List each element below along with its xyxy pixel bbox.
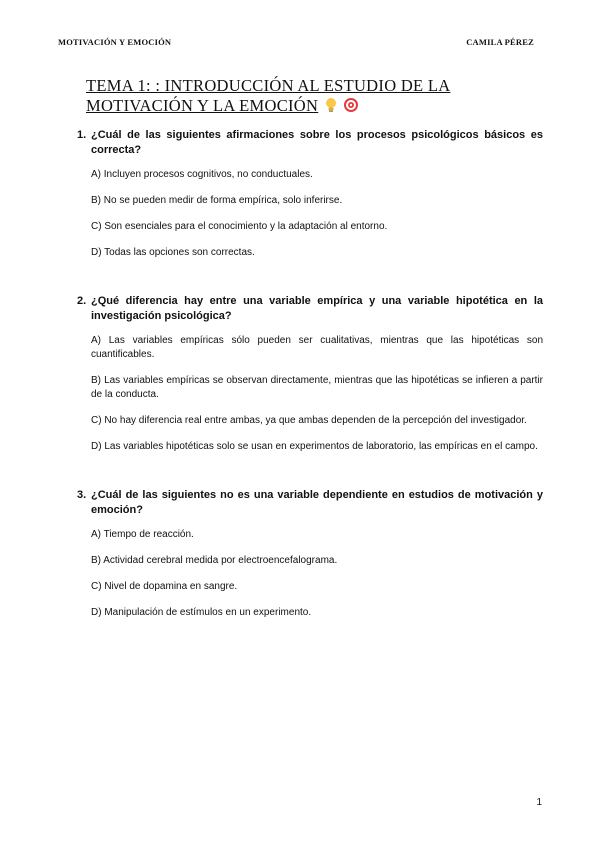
question-3-header	[77, 488, 543, 518]
question-2-header	[77, 294, 543, 324]
question-3	[77, 488, 543, 620]
option-a: A) Tiempo de reacción.	[91, 529, 194, 540]
option-c: C) Nivel de dopamina en sangre.	[91, 581, 238, 592]
question-2	[77, 294, 543, 454]
question-text: ¿Cuál de las siguientes no es una variable dependiente en estudios de motivación y emoción?	[91, 489, 543, 516]
option-d: D) Todas las opciones son correctas.	[91, 247, 255, 258]
options-list	[77, 334, 543, 454]
options-list	[77, 528, 543, 620]
option-c: C) No hay diferencia real entre ambas, ya que ambas dependen de la percepción del investigador.	[91, 415, 527, 426]
page-number: 1	[536, 797, 542, 808]
question-number: 3.	[77, 489, 87, 501]
question-text: ¿Cuál de las siguientes afirmaciones sobre los procesos psicológicos básicos es correcta?	[91, 129, 543, 156]
option-c: C) Son esenciales para el conocimiento y la adaptación al entorno.	[91, 221, 388, 232]
option-d: D) Manipulación de estímulos en un experimento.	[91, 607, 312, 618]
title-line-2: MOTIVACIÓN Y LA EMOCIÓN	[86, 96, 319, 115]
option-b: B) No se pueden medir de forma empírica, solo inferirse.	[91, 195, 343, 206]
question-number: 2.	[77, 295, 87, 307]
option-b: B) Las variables empíricas se observan directamente, mientras que las hipotéticas se infieren a partir de la conducta.	[91, 375, 543, 400]
question-number: 1.	[77, 129, 87, 141]
lightbulb-icon	[324, 97, 338, 113]
option-d: D) Las variables hipotéticas solo se usan en experimentos de laboratorio, las empíricas en el campo.	[91, 441, 538, 452]
title-line-1: TEMA 1: : INTRODUCCIÓN AL ESTUDIO DE LA	[86, 76, 451, 95]
header-subject: MOTIVACIÓN Y EMOCIÓN	[58, 37, 172, 47]
question-1-header	[77, 128, 543, 158]
page-title	[86, 76, 506, 118]
questions-list	[77, 128, 543, 654]
title-line-2-wrap	[86, 96, 506, 118]
options-list	[77, 168, 543, 260]
question-1	[77, 128, 543, 260]
option-a: A) Incluyen procesos cognitivos, no conductuales.	[91, 169, 313, 180]
option-a: A) Las variables empíricas sólo pueden ser cualitativas, mientras que las hipotéticas son cuantificables.	[91, 335, 543, 360]
option-b: B) Actividad cerebral medida por electroencefalograma.	[91, 555, 338, 566]
header-author: CAMILA PÉREZ	[466, 37, 534, 47]
title-icons	[324, 97, 358, 118]
target-icon	[343, 97, 359, 113]
question-text: ¿Qué diferencia hay entre una variable empírica y una variable hipotética en la investigación psicológica?	[91, 295, 543, 322]
